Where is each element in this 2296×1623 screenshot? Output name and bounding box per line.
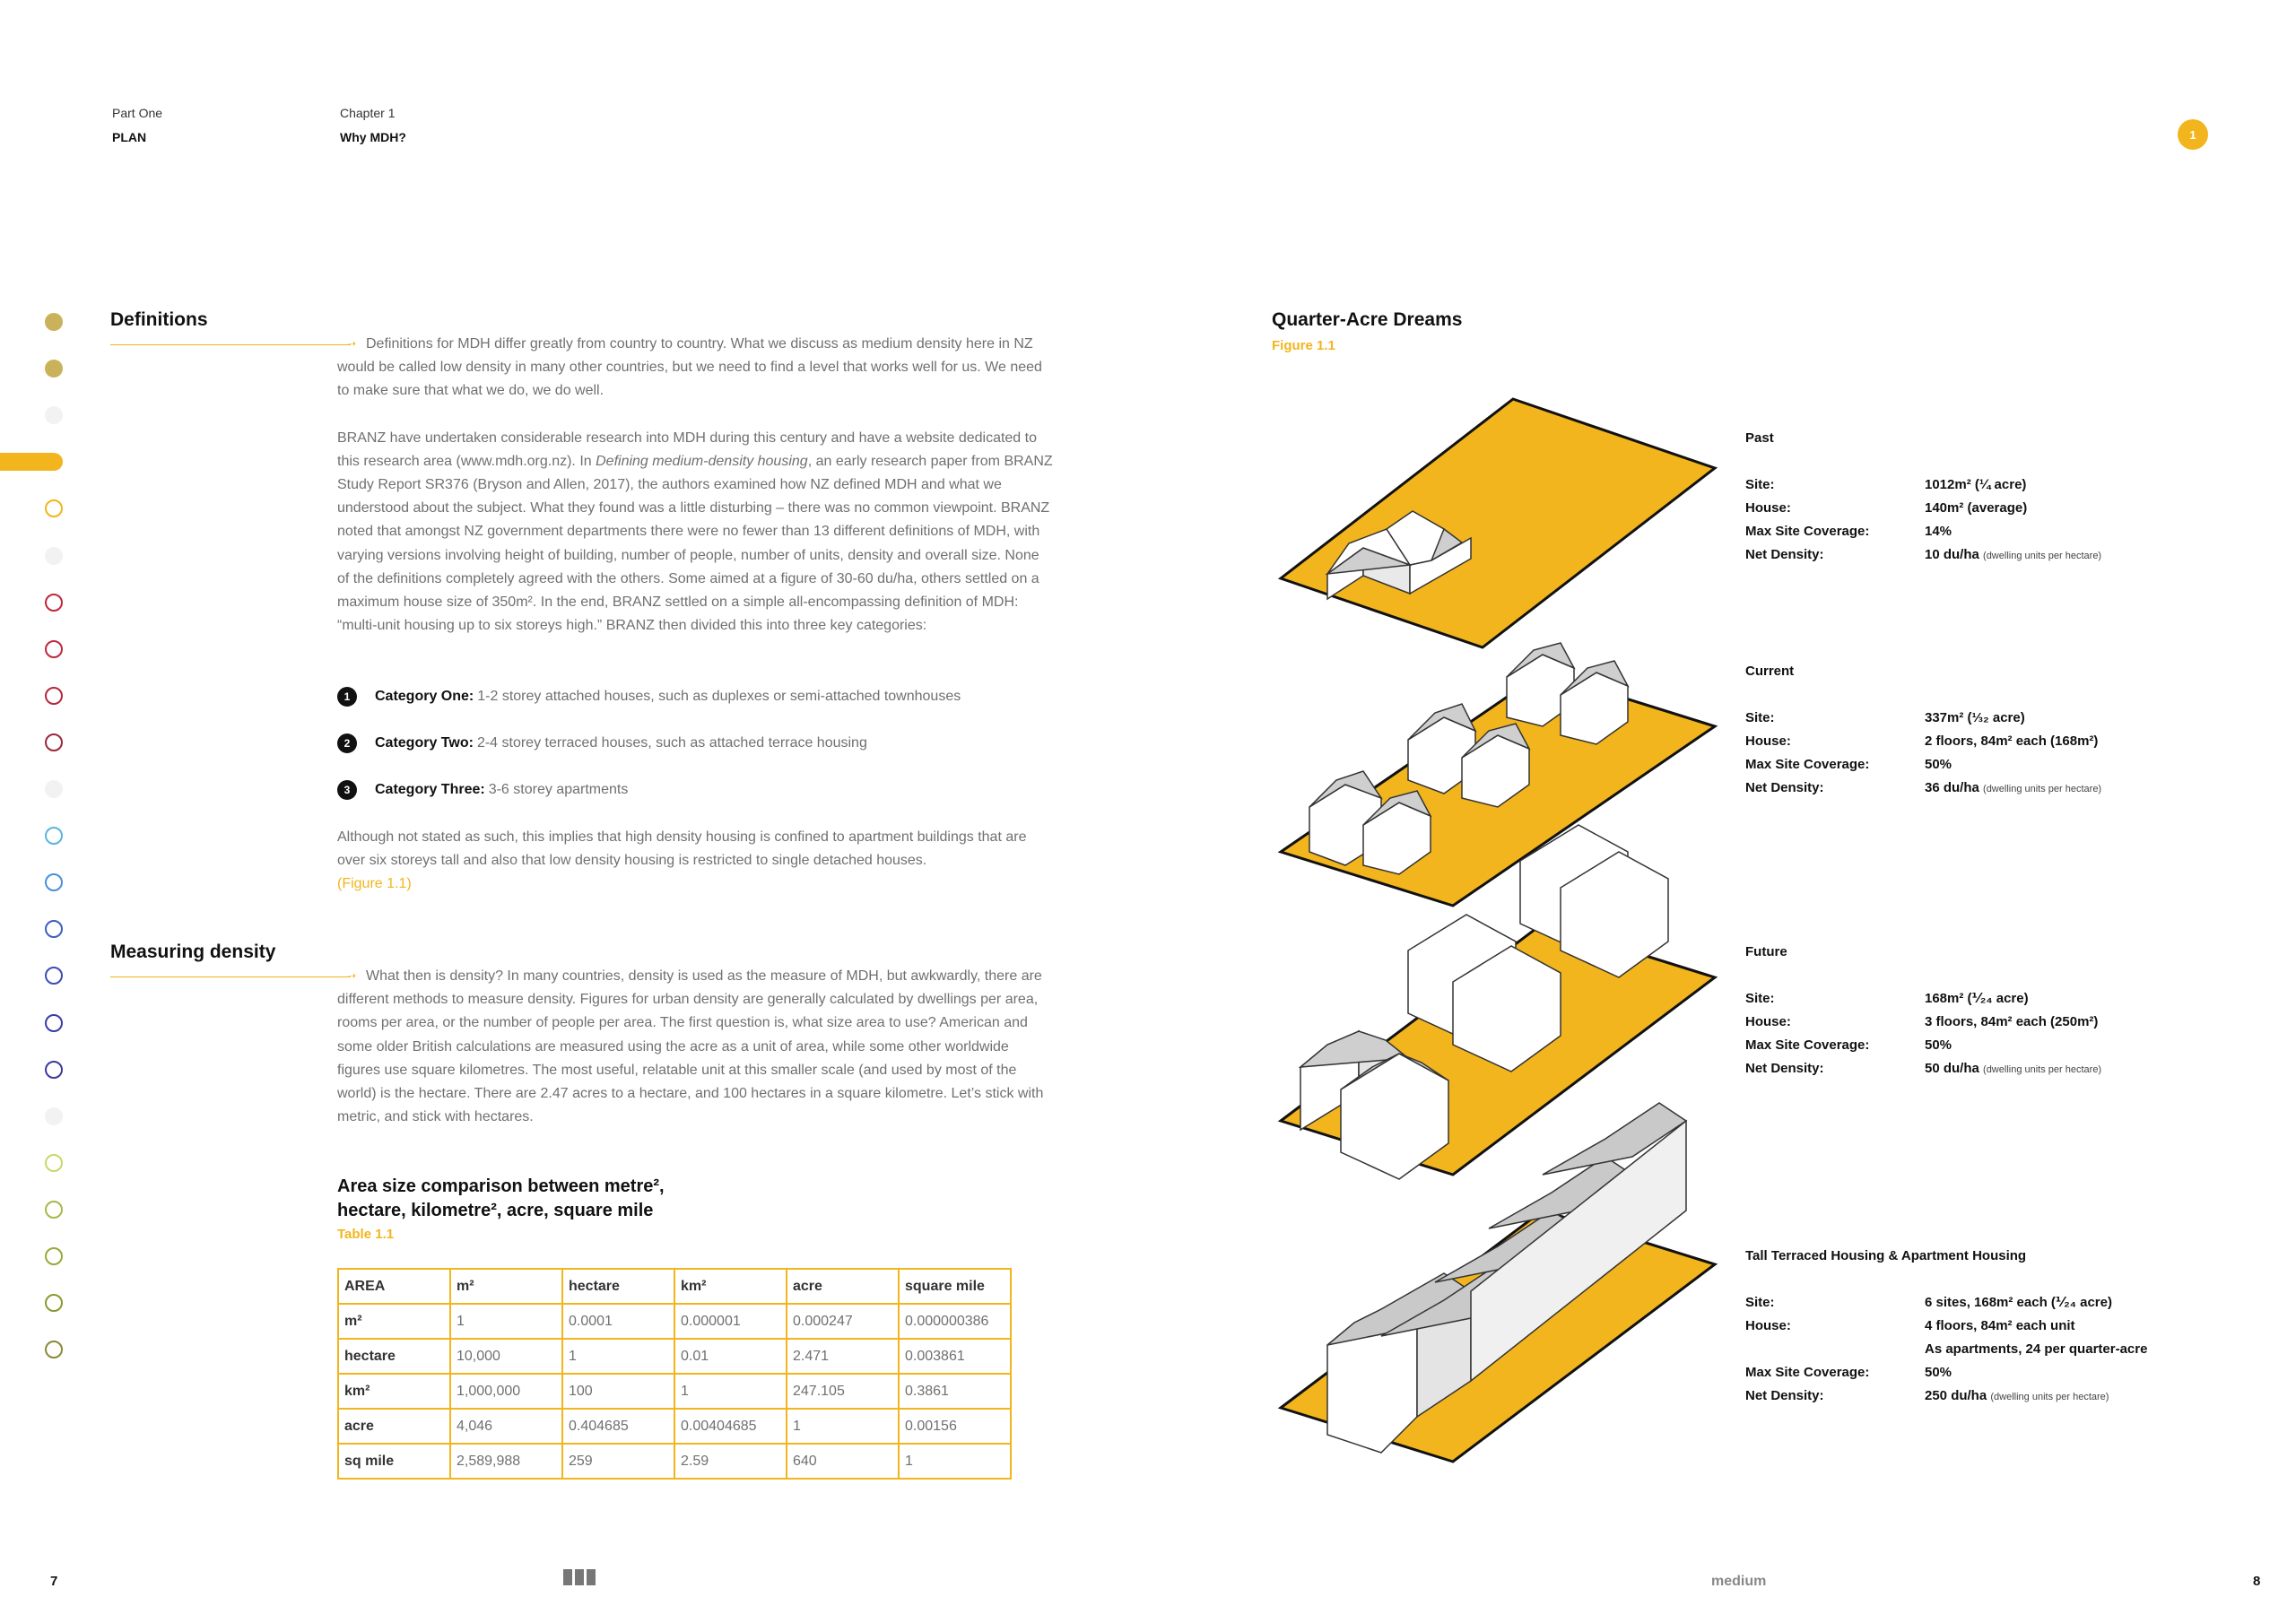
table-row xyxy=(338,1339,1011,1374)
para2-part-b: , an early research paper from BRANZ Study Report SR376 (Bryson and Allen, 2017), the authors examined how NZ defined MDH and what we understood about the subject. What they found was a little disturbing – there was no common viewpoint. BRANZ noted that amongst NZ government departments there were no fewer than 13 different definitions of MDH, with varying versions involving height of building, number of people, number of units, density and overall size. None of the definitions completely agreed with the others. Some aimed at a figure of 30-60 du/ha, others settled on a maximum house size of 350m². In the end, BRANZ settled on a simple all-encompassing definition of MDH: “multi-unit housing up to six storeys high.” BRANZ then divided this into three key categories: xyxy=(337,453,1053,634)
category-item xyxy=(337,778,961,802)
stat-key: Max Site Coverage: xyxy=(1745,756,1870,772)
stat-value xyxy=(1925,1318,2075,1333)
chapter-dot[interactable] xyxy=(45,1107,63,1125)
tall-terraced-illustration xyxy=(1281,1103,1715,1462)
chapter-badge: 1 xyxy=(2178,119,2208,150)
table-cell: 10,000 xyxy=(450,1339,562,1374)
table-cell: 247.105 xyxy=(787,1374,899,1409)
stat-row xyxy=(1745,1314,2147,1337)
table-header-cell: m² xyxy=(450,1269,562,1304)
stat-row xyxy=(1745,1033,2101,1056)
stat-value xyxy=(1925,1365,1952,1380)
stat-value-text: 1012m² (¼ acre) xyxy=(1925,476,2027,492)
stat-row xyxy=(1745,776,2101,799)
stat-value-text: 50 du/ha xyxy=(1925,1060,1979,1076)
stat-block-title: Tall Terraced Housing & Apartment Housing xyxy=(1745,1248,2027,1263)
heading-rule xyxy=(110,344,351,345)
chapter-dot[interactable] xyxy=(45,1061,63,1079)
table-cell: 1 xyxy=(450,1304,562,1339)
table-row-header: m² xyxy=(338,1304,450,1339)
table-header-row xyxy=(338,1269,1011,1304)
stat-value-text: 14% xyxy=(1925,523,1952,539)
stat-key: Max Site Coverage: xyxy=(1745,1037,1870,1053)
table-cell: 0.3861 xyxy=(899,1374,1011,1409)
housing-density-illustration xyxy=(1274,386,1722,1488)
table-cell: 1 xyxy=(562,1339,674,1374)
chapter-dot[interactable] xyxy=(45,1341,63,1358)
stat-block xyxy=(1745,944,2101,1080)
stat-row xyxy=(1745,1290,2147,1314)
stat-block-title: Past xyxy=(1745,430,1774,446)
stat-value-text: 337m² (⅓₂ acre) xyxy=(1925,709,2025,725)
table-cell: 1 xyxy=(899,1444,1011,1479)
stat-key: Max Site Coverage: xyxy=(1745,1364,1870,1380)
category-number: 1 xyxy=(337,687,357,707)
chapter-dot[interactable] xyxy=(45,640,63,658)
table-header-cell: acre xyxy=(787,1269,899,1304)
category-text: 2-4 storey terraced houses, such as attached terrace housing xyxy=(476,735,867,751)
stat-note: (dwelling units per hectare) xyxy=(1983,550,2102,561)
category-text: 1-2 storey attached houses, such as duplexes or semi-attached townhouses xyxy=(477,689,961,704)
stat-value xyxy=(1925,710,2025,725)
arrow-icon: ➝ xyxy=(347,337,357,350)
table-cell: 0.00156 xyxy=(899,1409,1011,1444)
table-cell: 1 xyxy=(674,1374,787,1409)
stat-value xyxy=(1925,547,2101,562)
table-cell: 0.01 xyxy=(674,1339,787,1374)
stat-key: House: xyxy=(1745,1013,1791,1029)
chapter-dot[interactable] xyxy=(45,827,63,845)
stat-value xyxy=(1925,990,2029,1006)
table-label: Table 1.1 xyxy=(337,1227,395,1242)
active-chapter-tab[interactable] xyxy=(0,453,63,471)
table-cell: 2,589,988 xyxy=(450,1444,562,1479)
chapter-dot[interactable] xyxy=(45,733,63,751)
table-cell: 0.000001 xyxy=(674,1304,787,1339)
category-label: Category One: xyxy=(375,689,474,704)
table-header-cell: hectare xyxy=(562,1269,674,1304)
definitions-body xyxy=(337,333,1055,661)
chapter-dot[interactable] xyxy=(45,1014,63,1032)
stat-value xyxy=(1925,500,2027,516)
category-item xyxy=(337,732,961,755)
stat-row xyxy=(1745,752,2101,776)
stat-note: (dwelling units per hectare) xyxy=(1983,1063,2102,1075)
chapter-dot[interactable] xyxy=(45,499,63,517)
chapter-dot[interactable] xyxy=(45,313,63,331)
stat-row xyxy=(1745,542,2101,566)
chapter-dot[interactable] xyxy=(45,406,63,424)
stat-key: Net Density: xyxy=(1745,779,1824,795)
brand-name: medium xyxy=(1711,1574,1767,1589)
table-cell: 0.404685 xyxy=(562,1409,674,1444)
category-list xyxy=(337,685,961,802)
table-row-header: hectare xyxy=(338,1339,450,1374)
stat-key: House: xyxy=(1745,1317,1791,1333)
table-cell: 0.0001 xyxy=(562,1304,674,1339)
measuring-density-heading: Measuring density xyxy=(110,942,276,962)
stat-note: (dwelling units per hectare) xyxy=(1990,1391,2109,1402)
stat-row xyxy=(1745,1056,2101,1080)
chapter-dot[interactable] xyxy=(45,360,63,378)
definitions-para-2 xyxy=(337,427,1055,638)
figure-title: Quarter-Acre Dreams xyxy=(1272,309,1463,330)
stat-value xyxy=(1925,1061,2101,1076)
stat-value xyxy=(1925,477,2026,492)
stat-value xyxy=(1925,733,2098,749)
stat-value xyxy=(1925,780,2101,795)
stat-key: House: xyxy=(1745,499,1791,516)
stat-value-text: As apartments, 24 per quarter-acre xyxy=(1925,1341,2148,1357)
stat-block-title: Current xyxy=(1745,664,1795,679)
stat-value-text: 168m² (⅟₂₄ acre) xyxy=(1925,991,2029,1006)
table-cell: 259 xyxy=(562,1444,674,1479)
para3-text: Although not stated as such, this implies that high density housing is confined to apartment buildings that are over six storeys tall and also that low density housing is restricted to single detached houses. xyxy=(337,829,1027,869)
stat-row xyxy=(1745,473,2101,496)
table-title-line: hectare, kilometre², acre, square mile xyxy=(337,1201,654,1220)
stat-key: Site: xyxy=(1745,990,1775,1006)
table-header-cell: AREA xyxy=(338,1269,450,1304)
chapter-dot[interactable] xyxy=(45,594,63,612)
chapter-dot[interactable] xyxy=(45,873,63,891)
stat-row xyxy=(1745,1360,2147,1384)
stat-value-text: 4 floors, 84m² each unit xyxy=(1925,1317,2075,1333)
table-title-line: Area size comparison between metre², xyxy=(337,1176,665,1196)
table-cell: 2.471 xyxy=(787,1339,899,1374)
category-item xyxy=(337,685,961,708)
stat-value-text: 2 floors, 84m² each (168m²) xyxy=(1925,733,2099,749)
heading-rule xyxy=(110,976,351,977)
stat-key: Site: xyxy=(1745,1294,1775,1310)
table-row-header: km² xyxy=(338,1374,450,1409)
stat-value xyxy=(1925,757,1952,772)
stat-value xyxy=(1925,524,1952,539)
table-cell: 2.59 xyxy=(674,1444,787,1479)
definitions-heading: Definitions xyxy=(110,309,208,330)
measuring-density-body: What then is density? In many countries, density is used as the measure of MDH, but awkwardly, there are different methods to measure density. Figures for urban density are generally calculated by dwellings per area, rooms per area, or the number of people per area. The first question is, what size area to use? American and some older British calculations are measured using the acre as a unit of area, while some other worldwide figures use square kilometres. The most useful, relatable unit at this smaller scale (and used by most of the world) is the hectare. There are 2.47 acres to a hectare, and 100 hectares in a square kilometre. Let’s stick with metric, and stick with hectares. xyxy=(337,968,1044,1125)
stat-value xyxy=(1925,1388,2109,1403)
stat-value-text: 36 du/ha xyxy=(1925,779,1979,795)
para2-title: Defining medium-density housing xyxy=(596,453,808,469)
stat-value-text: 6 sites, 168m² each (⅟₂₄ acre) xyxy=(1925,1295,2112,1310)
current-site-illustration xyxy=(1281,643,1715,906)
chapter-dot[interactable] xyxy=(45,687,63,705)
stat-value-text: 10 du/ha xyxy=(1925,546,1979,562)
table-row xyxy=(338,1409,1011,1444)
stat-key: Site: xyxy=(1745,709,1775,725)
chapter-dot[interactable] xyxy=(45,1154,63,1172)
figure-reference-link[interactable]: (Figure 1.1) xyxy=(337,876,412,892)
stat-row xyxy=(1745,986,2101,1010)
category-number: 2 xyxy=(337,733,357,753)
table-row xyxy=(338,1374,1011,1409)
stat-block xyxy=(1745,1248,2147,1407)
chapter-dot[interactable] xyxy=(45,1247,63,1265)
table-row xyxy=(338,1444,1011,1479)
chapter-dot[interactable] xyxy=(45,967,63,985)
table-row-header: acre xyxy=(338,1409,450,1444)
stat-row xyxy=(1745,729,2101,752)
area-comparison-table xyxy=(337,1268,1012,1480)
stat-value-text: 250 du/ha xyxy=(1925,1387,1987,1403)
table-header-cell: square mile xyxy=(899,1269,1011,1304)
definitions-para-3 xyxy=(337,826,1055,897)
arrow-icon: ➝ xyxy=(347,969,357,982)
chapter-dot[interactable] xyxy=(45,547,63,565)
stat-block-title: Future xyxy=(1745,944,1787,959)
table-row-header: sq mile xyxy=(338,1444,450,1479)
chapter-dot[interactable] xyxy=(45,1201,63,1219)
table-cell: 1,000,000 xyxy=(450,1374,562,1409)
stat-value-text: 140m² (average) xyxy=(1925,499,2028,516)
chapter-label: Chapter 1 xyxy=(340,106,396,120)
stat-row xyxy=(1745,1384,2147,1407)
stat-value-text: 3 floors, 84m² each (250m²) xyxy=(1925,1013,2099,1029)
stat-key: House: xyxy=(1745,733,1791,749)
past-site-illustration xyxy=(1281,399,1715,647)
para2-part-a: BRANZ have undertaken considerable research into MDH during this century and have a website dedicated to this research area (www.mdh.org.nz). In xyxy=(337,430,1037,469)
stat-row xyxy=(1745,1337,2147,1360)
table-cell: 4,046 xyxy=(450,1409,562,1444)
table-cell: 0.000000386 xyxy=(899,1304,1011,1339)
category-label: Category Three: xyxy=(375,782,485,797)
chapter-dot[interactable] xyxy=(45,780,63,798)
chapter-value: Why MDH? xyxy=(340,130,406,144)
stat-value xyxy=(1925,1037,1952,1053)
table-title xyxy=(337,1175,665,1223)
category-label: Category Two: xyxy=(375,735,474,751)
page-number-left: 7 xyxy=(50,1574,58,1589)
table-header-cell: km² xyxy=(674,1269,787,1304)
stat-value xyxy=(1925,1341,2147,1357)
stat-note: (dwelling units per hectare) xyxy=(1983,783,2102,794)
stat-value xyxy=(1925,1014,2098,1029)
stat-key: Net Density: xyxy=(1745,1060,1824,1076)
part-label: Part One xyxy=(112,106,163,120)
part-value: PLAN xyxy=(112,130,147,144)
table-cell: 0.000247 xyxy=(787,1304,899,1339)
stat-row xyxy=(1745,496,2101,519)
table-cell: 100 xyxy=(562,1374,674,1409)
category-text: 3-6 storey apartments xyxy=(488,782,629,797)
stat-key: Site: xyxy=(1745,476,1775,492)
stat-row xyxy=(1745,1010,2101,1033)
page-number-right: 8 xyxy=(2253,1574,2261,1589)
table-cell: 0.003861 xyxy=(899,1339,1011,1374)
definitions-para-1: Definitions for MDH differ greatly from country to country. What we discuss as medium density here in NZ would be called low density in many other countries, but we need to find a level that works well for us. We need to make sure that what we do, we do well. xyxy=(337,336,1042,399)
stat-key: Max Site Coverage: xyxy=(1745,523,1870,539)
stat-value-text: 50% xyxy=(1925,1364,1952,1380)
stat-value xyxy=(1925,1294,2112,1310)
chapter-dot[interactable] xyxy=(45,1294,63,1312)
stat-key: Net Density: xyxy=(1745,1387,1824,1403)
figure-label: Figure 1.1 xyxy=(1272,338,1335,353)
book-logo-icon xyxy=(563,1569,596,1585)
stat-row xyxy=(1745,706,2101,729)
table-cell: 0.00404685 xyxy=(674,1409,787,1444)
chapter-dot[interactable] xyxy=(45,920,63,938)
stat-value-text: 50% xyxy=(1925,756,1952,772)
table-row xyxy=(338,1304,1011,1339)
category-number: 3 xyxy=(337,780,357,800)
table-cell: 1 xyxy=(787,1409,899,1444)
stat-row xyxy=(1745,519,2101,542)
stat-key: Net Density: xyxy=(1745,546,1824,562)
stat-block xyxy=(1745,430,2101,566)
table-cell: 640 xyxy=(787,1444,899,1479)
stat-value-text: 50% xyxy=(1925,1037,1952,1053)
stat-block xyxy=(1745,664,2101,799)
